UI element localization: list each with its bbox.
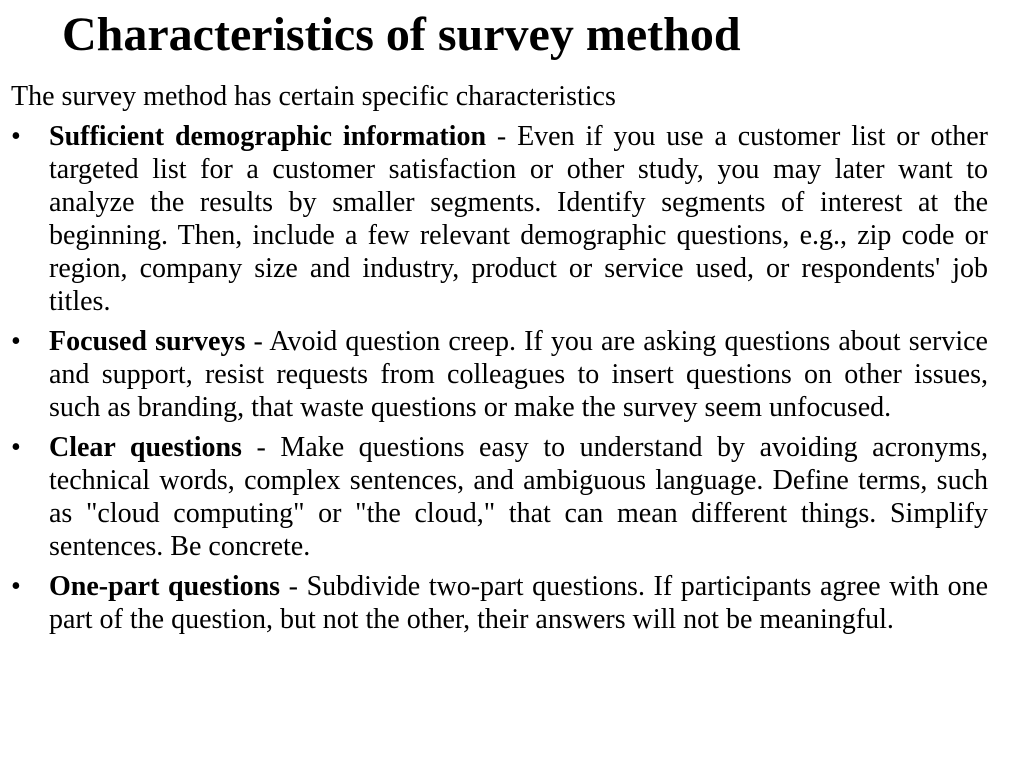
bullet-list bbox=[0, 120, 1024, 643]
bullet-dot-icon: • bbox=[11, 571, 21, 602]
bullet-term: One-part questions bbox=[49, 571, 281, 602]
bullet-term: Sufficient demographic information bbox=[49, 121, 487, 152]
bullet-dot-icon: • bbox=[11, 326, 21, 357]
bullet-description: - Even if you use a customer list or other targeted list for a customer satisfaction or other study, you may later want to analyze the results by smaller segments. Identify segments of interest at the beginning. Then, include a few relevant demographic questions, e.g., zip code or region, company size and industry, product or service used, or respondents' job titles. bbox=[49, 121, 989, 317]
bullet-item-clear-questions bbox=[0, 431, 1024, 563]
bullet-dot-icon: • bbox=[11, 432, 21, 463]
bullet-item-demographic-information bbox=[0, 120, 1024, 318]
bullet-term: Focused surveys bbox=[49, 326, 246, 357]
slide-title: Characteristics of survey method bbox=[62, 8, 741, 61]
bullet-term: Clear questions bbox=[49, 432, 242, 463]
bullet-description: - Avoid question creep. If you are asking questions about service and support, resist requests from colleagues to insert questions on other issues, such as branding, that waste questions or make the survey seem unfocused. bbox=[49, 326, 988, 423]
bullet-description: - Make questions easy to understand by avoiding acronyms, technical words, complex sentences, and ambiguous language. Define terms, such as "cloud computing" or "the cloud," that can mean different things. Simplify sentences. Be concrete. bbox=[49, 432, 989, 562]
bullet-item-focused-surveys bbox=[0, 325, 1024, 424]
bullet-description: - Subdivide two-part questions. If participants agree with one part of the question, but not the other, their answers will not be meaningful. bbox=[49, 571, 988, 635]
intro-text: The survey method has certain specific characteristics bbox=[11, 81, 616, 112]
bullet-item-one-part-questions bbox=[0, 570, 1024, 636]
bullet-dot-icon: • bbox=[11, 121, 21, 152]
